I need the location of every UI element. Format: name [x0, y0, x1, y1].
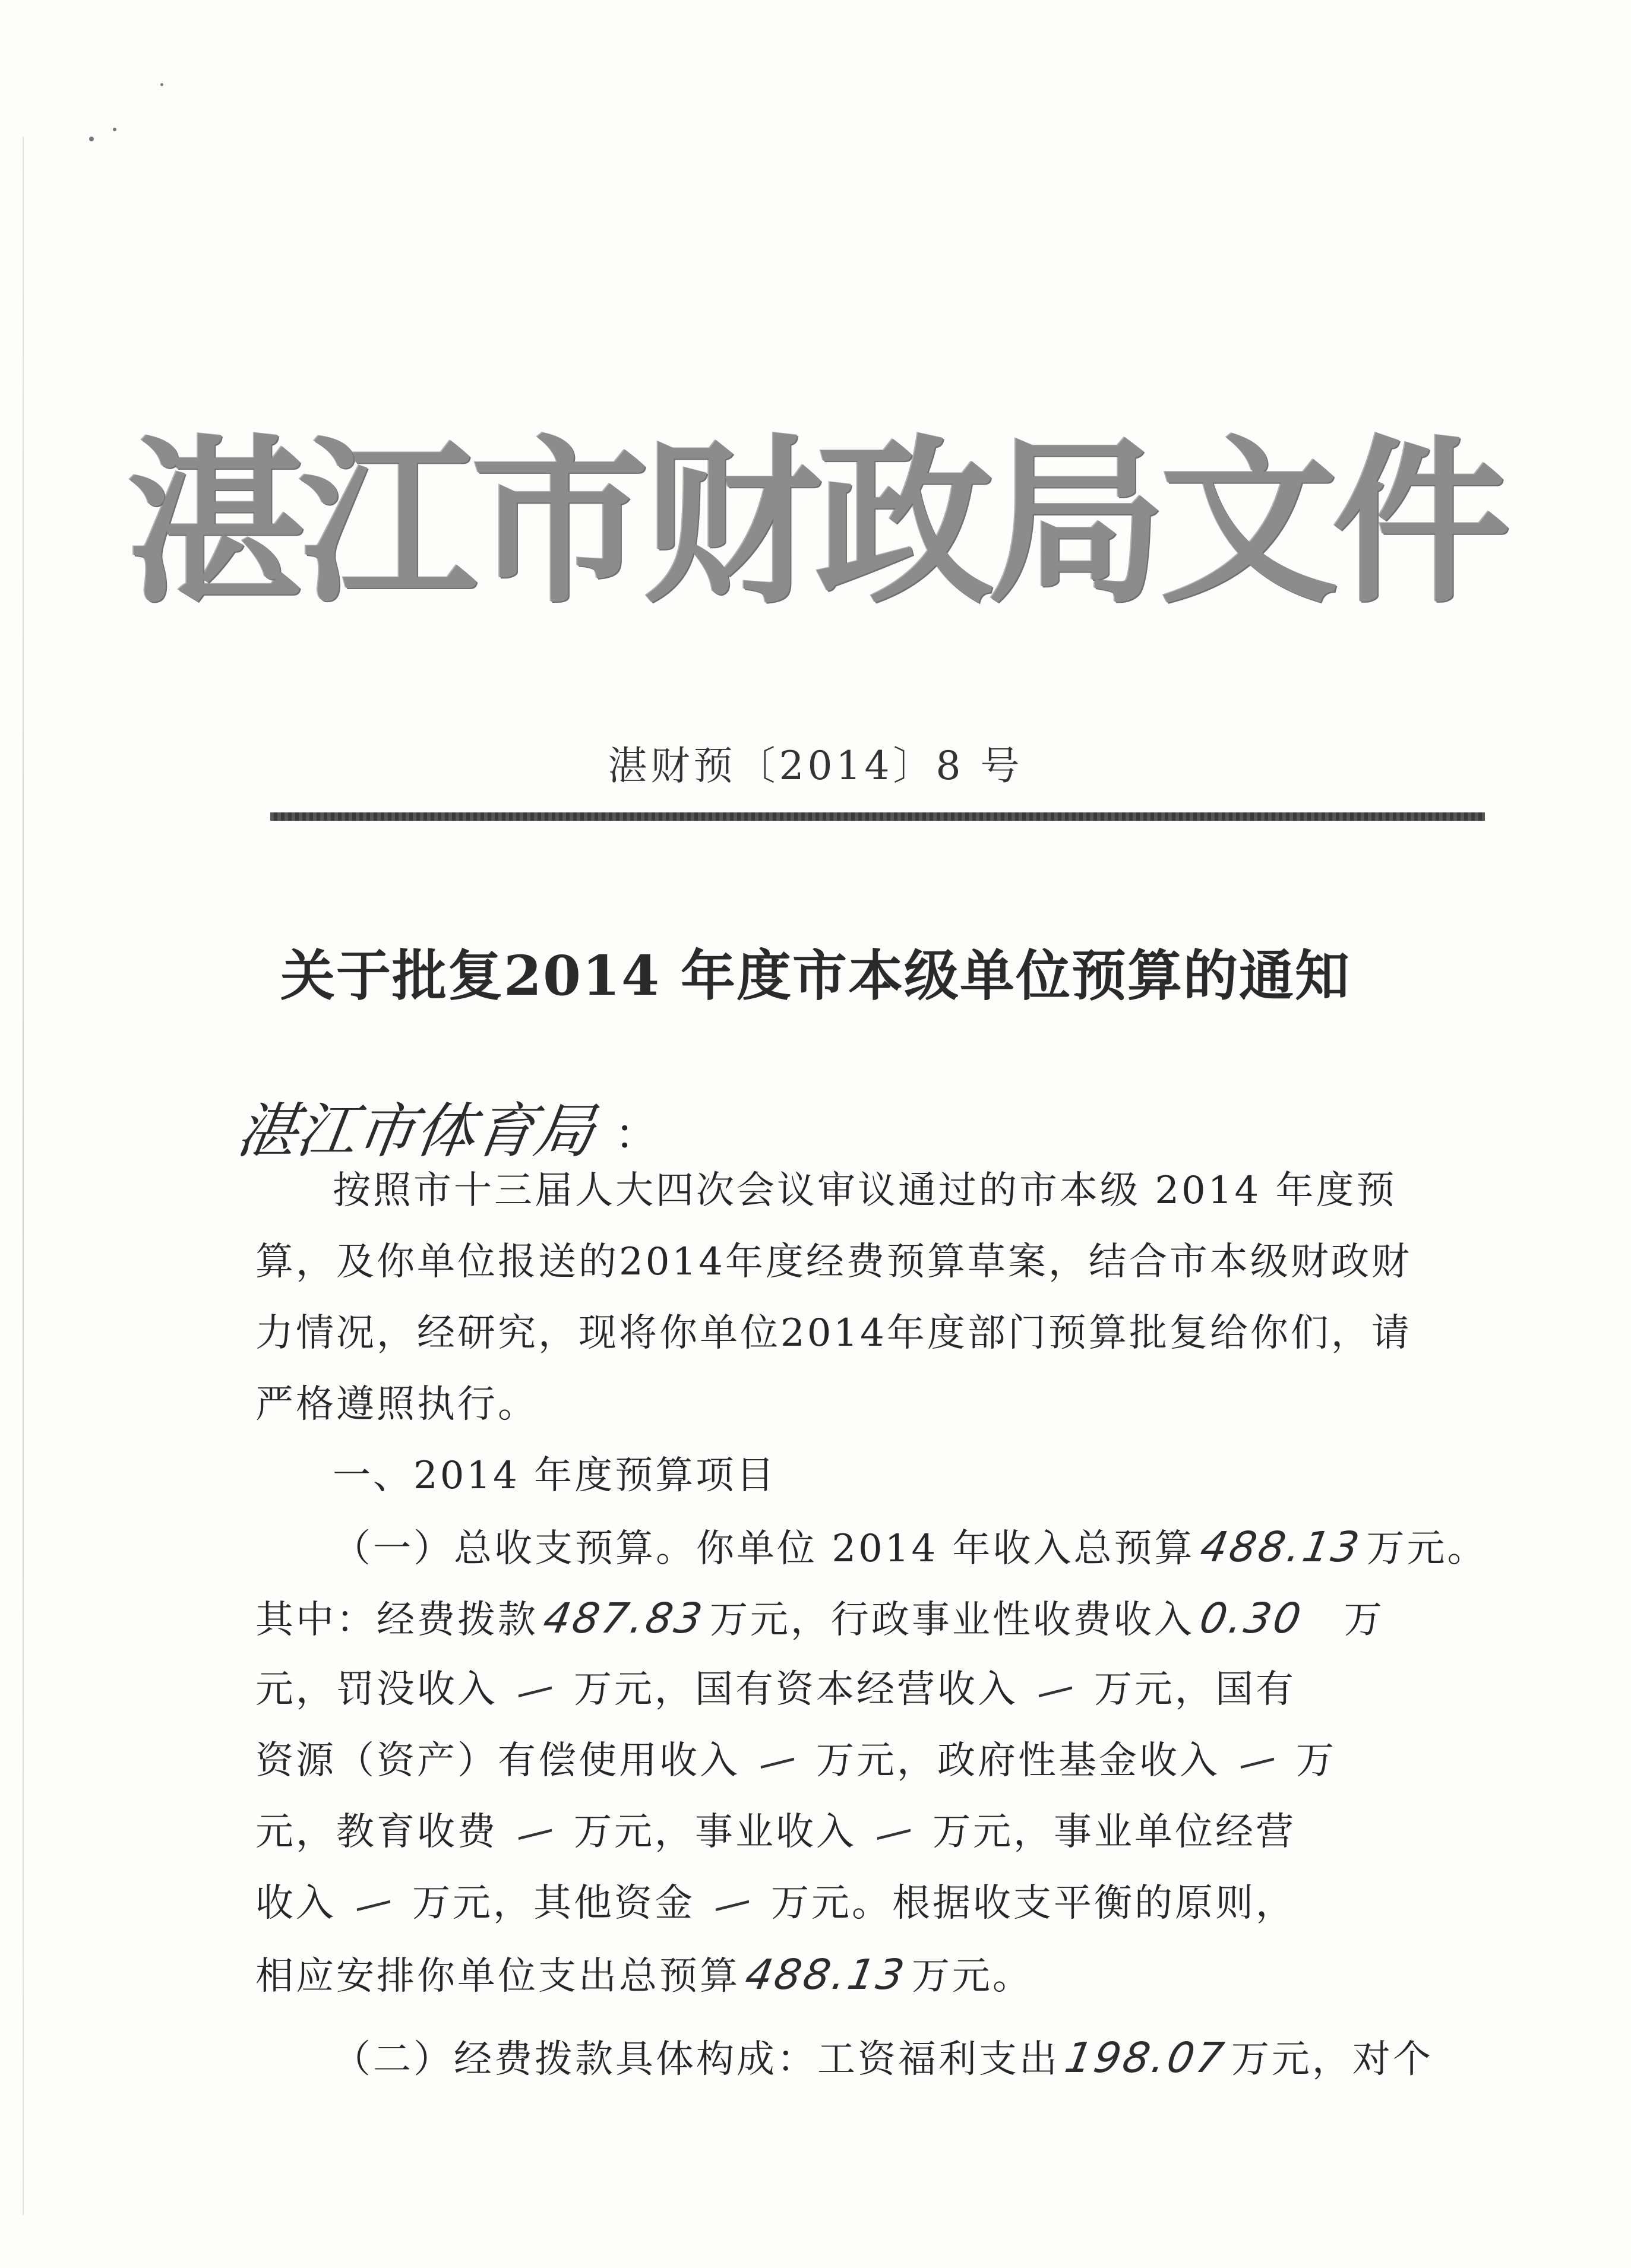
text-run: 其中：经费拨款 — [255, 1598, 538, 1642]
text-run: 相应安排你单位支出总预算 — [255, 1954, 740, 1998]
scan-speck — [89, 137, 94, 141]
handwritten-amount: 0.30 — [1196, 1594, 1307, 1643]
handwritten-addressee: 湛江市体育局 — [232, 1096, 599, 1166]
text-run: 元，教育收费 — [255, 1810, 498, 1854]
notice-title: 关于批复2014 年度市本级单位预算的通知 — [280, 944, 1351, 1008]
text-run: 元，罚没收入 — [255, 1668, 498, 1712]
text-run: 万元，政府性基金收入 — [816, 1739, 1220, 1783]
body-line: 力情况，经研究，现将你单位2014年度部门预算批复给你们，请 — [255, 1311, 1412, 1355]
text-run: 万元，其他资金 — [412, 1881, 695, 1925]
text-run: 万元，事业收入 — [574, 1810, 856, 1854]
text-run: 万元，国有资本经营收入 — [574, 1668, 1018, 1712]
document-number: 湛财预〔2014〕8 号 — [608, 743, 1023, 789]
handwritten-dash: — — [511, 1663, 561, 1716]
text-run: 万元。 — [911, 1954, 1033, 1998]
header-divider — [270, 812, 1485, 821]
issuer-header: 湛江市财政局文件 — [127, 417, 1504, 627]
text-run: 万元。 — [1366, 1527, 1488, 1571]
body-line — [333, 2022, 1433, 2095]
text-run: （一）总收支预算。你单位 2014 年收入总预算 — [333, 1527, 1195, 1571]
text-run: 万元，对个 — [1231, 2038, 1433, 2082]
text-run: 万元，行政事业性收费收入 — [709, 1598, 1194, 1642]
text-run: 万 — [1296, 1739, 1336, 1783]
text-run: 资源（资产）有偿使用收入 — [255, 1739, 740, 1783]
scan-speck — [160, 83, 163, 86]
body-line — [255, 1939, 1033, 2012]
body-line — [255, 1868, 1296, 1939]
body-line — [255, 1583, 1385, 1656]
text-run: 万 — [1344, 1598, 1385, 1642]
handwritten-dash: — — [753, 1734, 803, 1788]
body-line — [255, 1796, 1296, 1868]
body-line — [255, 1654, 1296, 1725]
body-line: 按照市十三届人大四次会议审议通过的市本级 2014 年度预 — [333, 1169, 1397, 1213]
handwritten-amount: 488.13 — [741, 1950, 911, 1999]
handwritten-amount: 488.13 — [1196, 1523, 1365, 1571]
handwritten-dash: — — [511, 1805, 561, 1859]
handwritten-dash: — — [708, 1877, 758, 1930]
section-heading: 一、2014 年度预算项目 — [333, 1454, 777, 1498]
body-line — [255, 1725, 1336, 1796]
handwritten-dash: — — [1031, 1663, 1081, 1716]
body-line — [333, 1511, 1488, 1584]
handwritten-amount: 198.07 — [1061, 2033, 1230, 2082]
text-run: 万元。根据收支平衡的原则， — [771, 1881, 1296, 1925]
handwritten-dash: — — [870, 1805, 919, 1859]
text-run: 收入 — [255, 1881, 336, 1925]
text-run: 万元，事业单位经营 — [933, 1810, 1296, 1854]
handwritten-dash: — — [349, 1877, 399, 1930]
addressee-colon: ： — [615, 1109, 658, 1159]
handwritten-amount: 487.83 — [539, 1594, 709, 1643]
text-run: （二）经费拨款具体构成：工资福利支出 — [333, 2038, 1060, 2082]
scan-speck — [113, 128, 116, 131]
body-line: 严格遵照执行。 — [255, 1383, 538, 1426]
text-run: 万元，国有 — [1094, 1668, 1296, 1712]
body-line: 算，及你单位报送的2014年度经费预算草案，结合市本级财政财 — [255, 1240, 1412, 1284]
handwritten-dash: — — [1233, 1734, 1283, 1788]
